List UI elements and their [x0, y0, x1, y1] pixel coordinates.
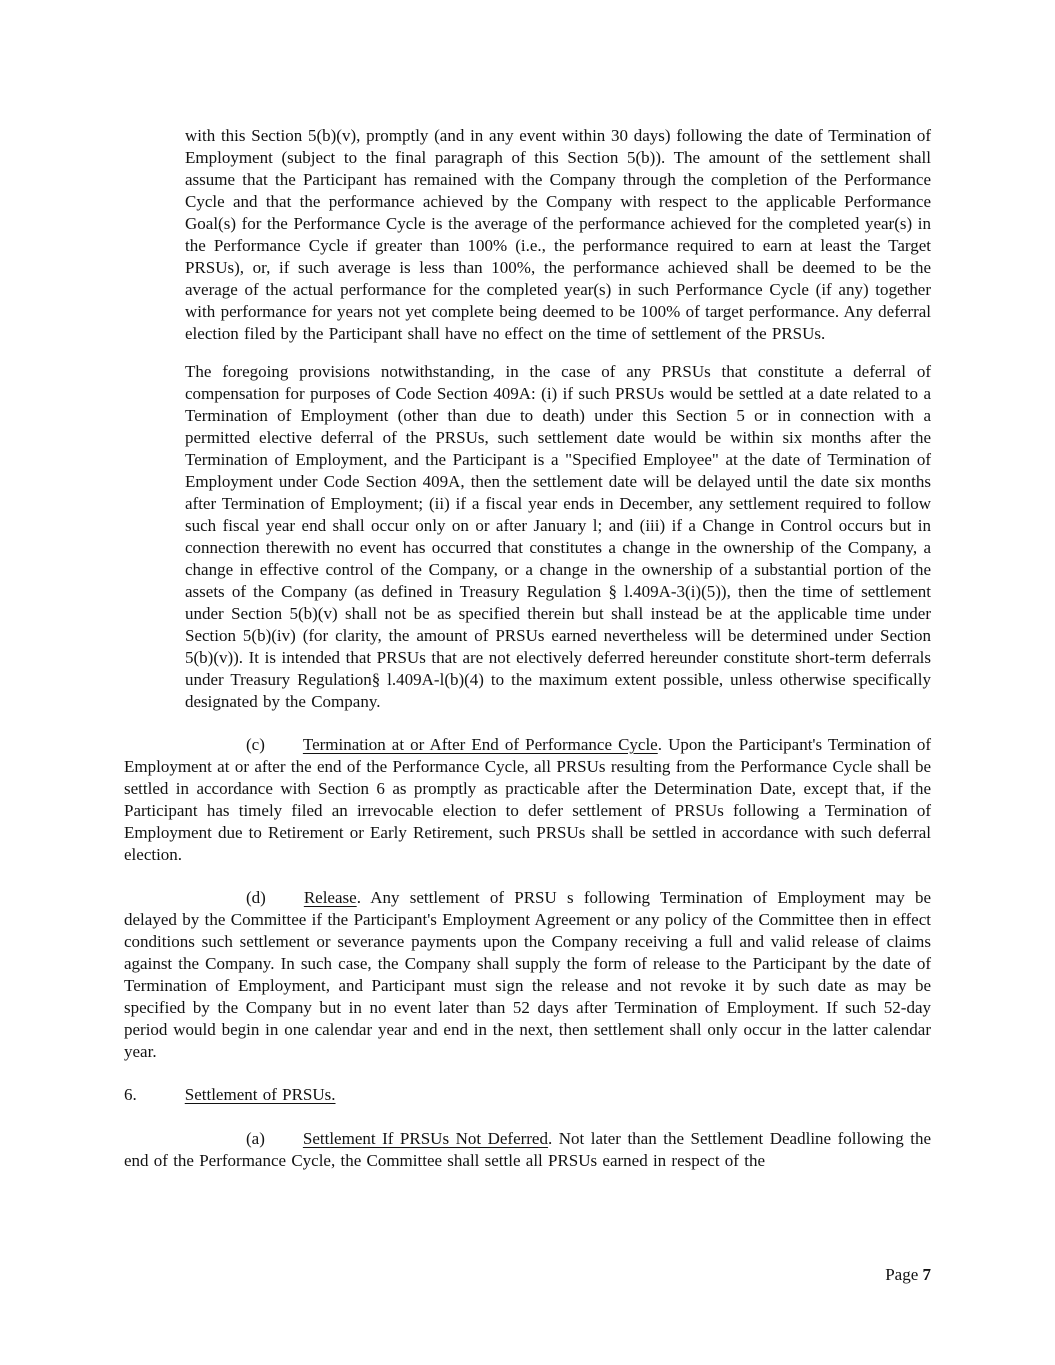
- clause-body: . Not later than the Settlement Deadline following the end of the Performance Cycle, the Committee shall settle all PRSUs earned in respect of the: [124, 1129, 931, 1170]
- paragraph-d-release: [124, 887, 931, 1063]
- clause-label: (a): [246, 1129, 265, 1148]
- section-number: 6.: [124, 1085, 137, 1104]
- section-6-heading: [124, 1084, 931, 1106]
- clause-body: . Upon the Participant's Termination of Employment at or after the end of the Performance Cycle, all PRSUs resulting from the Performance Cycle shall be settled in accordance with Section 6 as promptly as practicable after the Determination Date, except that, if the Participant has timely filed an irrevocable election to defer settlement of PRSUs following a Termination of Employment due to Retirement or Early Retirement, such PRSUs shall be settled in accordance with such deferral election.: [124, 735, 931, 864]
- clause-heading: Termination at or After End of Performance Cycle: [302, 735, 658, 754]
- page-number-label: Page: [885, 1265, 919, 1284]
- paragraph-409a-provisions: [185, 361, 931, 713]
- page-footer: [885, 1264, 931, 1286]
- paragraph-c-termination-after-cycle: [124, 734, 931, 866]
- paragraph-settlement-amount: [185, 125, 931, 345]
- paragraph-text: The foregoing provisions notwithstanding, in the case of any PRSUs that constitute a deferral of compensation for purposes of Code Section 409A: (i) if such PRSUs would be settled at a date related to a Termination of Employment (other than due to death) under this Section 5 or in connection with a permitted elective deferral of the PRSUs, such settlement date would be within six months after the Termination of Employment, and the Participant is a "Specified Employee" at the date of Termination of Employment under Code Section 409A, then the settlement date will be delayed until the date six months after Termination of Employment; (ii) if a fiscal year ends in December, any settlement required to follow such fiscal year end shall occur only on or after January l; and (iii) if a Change in Control occurs but in connection therewith no event has occurred that constitutes a change in the ownership of the Company, a change in effective control of the Company, or a change in the ownership of a substantial portion of the assets of the Company (as defined in Treasury Regulation § l.409A-3(i)(5)), then the time of settlement under Section 5(b)(v) shall not be as specified therein but shall instead be at the applicable time under Section 5(b)(iv) (for clarity, the amount of PRSUs earned nevertheless will be determined under Section 5(b)(v)). It is intended that PRSUs that are not electively deferred hereunder constitute short-term deferrals under Treasury Regulation§ l.409A-l(b)(4) to the maximum extent possible, unless otherwise specifically designated by the Company.: [185, 362, 931, 711]
- clause-label: (c): [246, 735, 265, 754]
- clause-heading: Release: [303, 888, 357, 907]
- clause-heading: Settlement If PRSUs Not Deferred: [302, 1129, 548, 1148]
- paragraph-text: with this Section 5(b)(v), promptly (and in any event within 30 days) following the date of Termination of Employment (subject to the final paragraph of this Section 5(b)). The amount of the settlement shall assume that the Participant has remained with the Company through the completion of the Performance Cycle and that the performance achieved by the Company with respect to the applicable Performance Goal(s) for the Performance Cycle is the average of the performance achieved for the completed year(s) in the Performance Cycle if greater than 100% (i.e., the performance required to earn at least the Target PRSUs), or, if such average is less than 100%, the performance achieved shall be deemed to be the average of the actual performance for the completed year(s) in such Performance Cycle (if any) together with performance for years not yet complete being deemed to be 100% of target performance. Any deferral election filed by the Participant shall have no effect on the time of settlement of the PRSUs.: [185, 126, 931, 343]
- clause-body: . Any settlement of PRSU s following Termination of Employment may be delayed by the Committee if the Participant's Employment Agreement or any policy of the Committee then in effect conditions such settlement or severance payments upon the Company receiving a full and valid release of claims against the Company. In such case, the Company shall supply the form of release to the Participant by the date of Termination of Employment, and Participant must sign the release and not revoke it by such date as may be specified by the Company but in no event later than 52 days after Termination of Employment. If such 52-day period would begin in one calendar year and end in the next, then settlement shall only occur in the latter calendar year.: [124, 888, 931, 1061]
- paragraph-a-settlement-if-not-deferred: [124, 1128, 931, 1172]
- clause-label: (d): [246, 888, 266, 907]
- page-number: 7: [922, 1265, 931, 1284]
- section-title: Settlement of PRSUs.: [184, 1085, 336, 1104]
